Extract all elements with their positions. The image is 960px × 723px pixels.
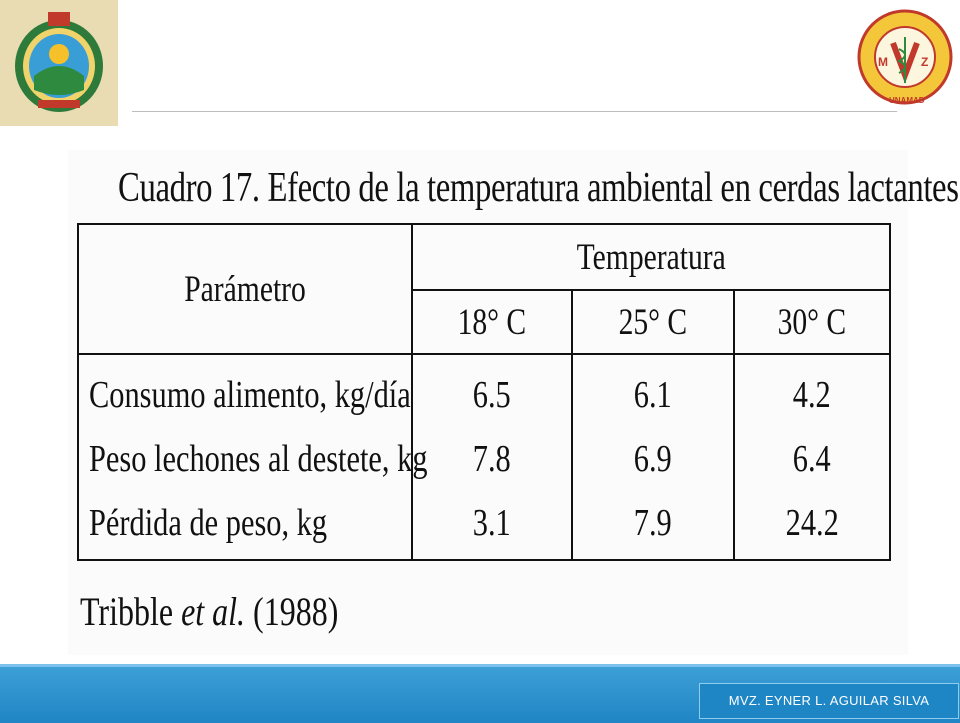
values-30c <box>734 354 890 560</box>
table-cell: 24.2 <box>785 502 839 544</box>
row-labels-cell <box>78 354 428 560</box>
svg-text:UNAMAD: UNAMAD <box>889 96 925 105</box>
row-label-perdida-peso: Pérdida de peso, kg <box>89 502 328 544</box>
table-cell: 6.1 <box>634 374 672 416</box>
values-18c <box>412 354 572 560</box>
temperature-effect-table <box>77 223 891 561</box>
row-label-consumo: Consumo alimento, kg/día <box>89 374 411 416</box>
reference-etal: et al. <box>181 589 246 634</box>
reference-author: Tribble <box>80 589 174 634</box>
table-cell: 6.5 <box>473 374 511 416</box>
row-label-peso-lechones: Peso lechones al destete, kg <box>89 438 428 480</box>
values-25c <box>572 354 734 560</box>
reference-year: (1988) <box>253 589 339 634</box>
svg-text:M: M <box>878 55 888 69</box>
table-cell: 7.8 <box>473 438 511 480</box>
university-shield-emblem-icon <box>4 4 114 122</box>
table-cell: 7.9 <box>634 502 672 544</box>
parameter-header: Parámetro <box>78 224 412 354</box>
table-cell: 6.9 <box>634 438 672 480</box>
table-caption: Cuadro 17. Efecto de la temperatura ambiental en cerdas lactantes <box>118 165 959 211</box>
table-cell: 3.1 <box>473 502 511 544</box>
mvz-faculty-seal-icon <box>853 3 957 115</box>
table-reference <box>80 588 338 635</box>
temp-col-30: 30° C <box>734 290 890 354</box>
temp-col-25: 25° C <box>572 290 734 354</box>
header-divider <box>132 111 897 112</box>
temp-col-18: 18° C <box>412 290 572 354</box>
table-cell: 4.2 <box>793 374 832 416</box>
svg-text:Z: Z <box>921 55 929 69</box>
faculty-logo <box>850 0 960 118</box>
temperature-header: Temperatura <box>412 224 890 290</box>
table-cell: 6.4 <box>793 438 832 480</box>
footer-author-label: MVZ. EYNER L. AGUILAR SILVA <box>699 683 959 719</box>
university-logo <box>0 0 118 126</box>
